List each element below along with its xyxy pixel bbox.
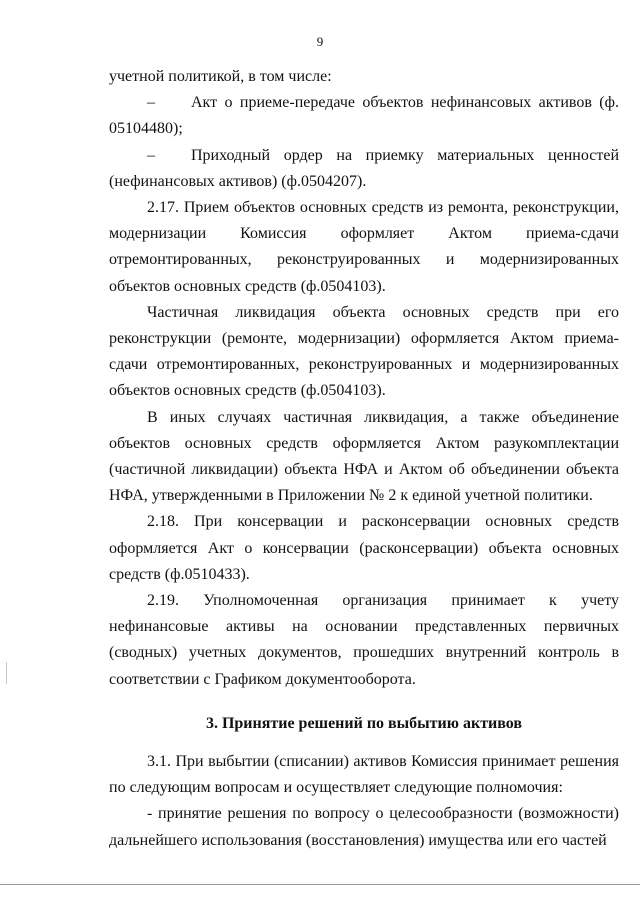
list-item-text: Приходный ордер на приемку материальных ценностей (нефинансовых активов) (ф.0504207).	[109, 146, 619, 190]
section-heading: 3. Принятие решений по выбытию активов	[205, 714, 523, 732]
paragraph-other-cases: В иных случаях частичная ликвидация, а также объединение объектов основных средств оформляется Актом разукомплектации (частичной ликвидации) объекта НФА и Актом об объединении объекта НФА, утвержденными в Приложении № 2 к единой учетной политики.	[109, 408, 619, 505]
list-item-act-transfer	[109, 90, 619, 142]
paragraph-intro: учетной политикой, в том числе:	[109, 68, 332, 85]
dash-marker: –	[147, 146, 155, 164]
list-item-text: Акт о приеме-передаче объектов нефинансовых активов (ф. 05104480);	[109, 94, 619, 138]
list-item-receipt-order	[109, 143, 619, 195]
paragraph-partial-liquidation: Частичная ликвидация объекта основных средств при его реконструкции (ремонте, модернизации) оформляется Актом приема-сдачи отремонтированных, реконструированных и модернизированных объектов основных средств (ф.0504103).	[109, 303, 619, 400]
paragraph-2-17: 2.17. Прием объектов основных средств из ремонта, реконструкции, модернизации Комиссия оформляет Актом приема-сдачи отремонтированных, реконструированных и модернизированных объектов основных средств (ф.0504103).	[109, 199, 619, 295]
paragraph-2-19: 2.19. Уполномоченная организация принимает к учету нефинансовые активы на основании представленных первичных (сводных) учетных документов, прошедших внутренний контроль в соответствии с Графиком документооборота.	[109, 592, 619, 688]
dash-marker: –	[147, 94, 155, 112]
page-edge-line	[0, 884, 640, 885]
paragraph-2-18: 2.18. При консервации и расконсервации основных средств оформляется Акт о консервации (расконсервации) объекта основных средств (ф.0510433).	[109, 513, 619, 583]
page-number: 9	[316, 34, 324, 49]
spacer	[109, 737, 619, 749]
paragraph-3-1: 3.1. При выбытии (списании) активов Комиссия принимает решения по следующим вопросам и осуществляет следующие полномочия:	[109, 753, 619, 797]
spacer	[109, 693, 619, 711]
document-body	[109, 64, 619, 854]
scan-margin-mark	[6, 662, 7, 684]
paragraph-decision-item: - принятие решения по вопросу о целесообразности (возможности) дальнейшего использования (восстановления) имущества или его частей	[109, 805, 619, 849]
